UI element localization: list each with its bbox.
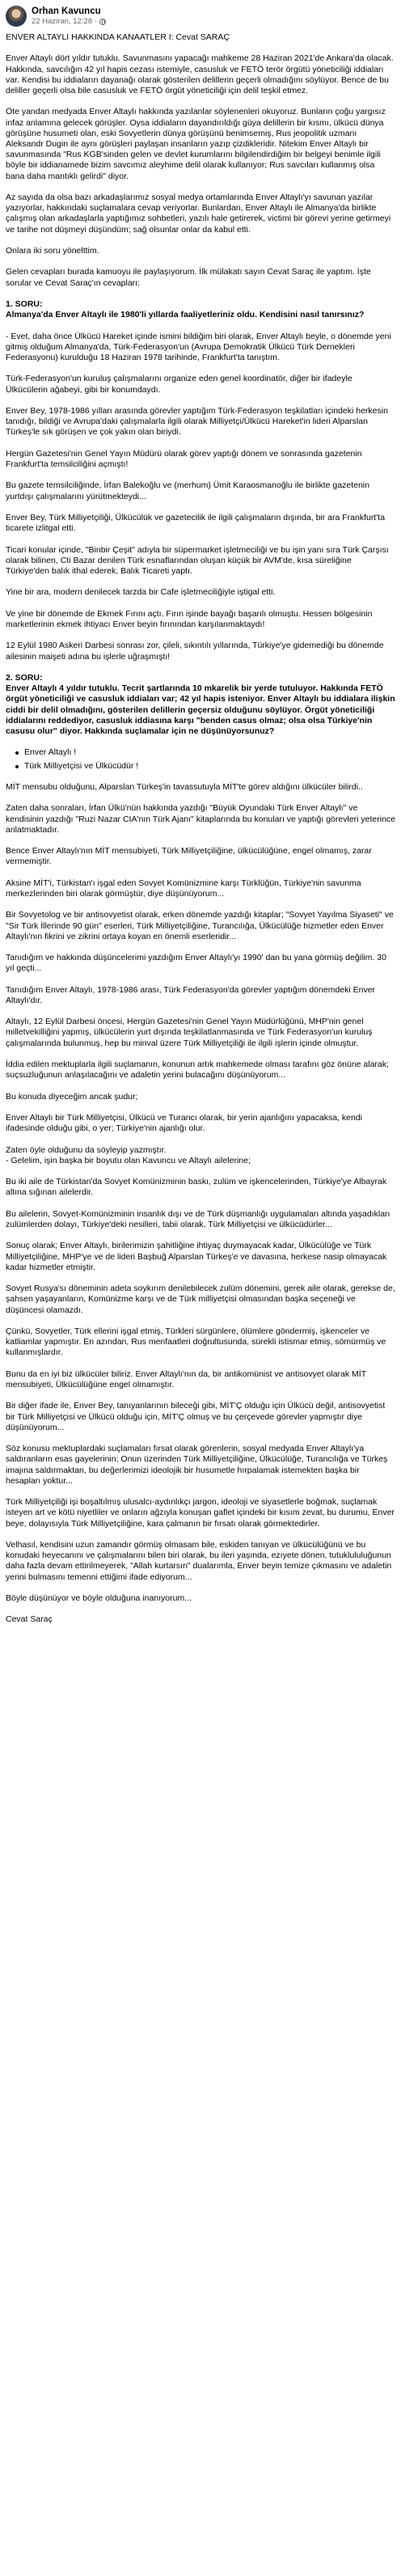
post-paragraph: Ticari konular içinde, "Binbir Çeşit" adıyla bir süpermarket işletmeciliği ve bu işin yanı sıra Türk Çarşısı olarak bilinen, Cti Bazar denilen Türk esnaflarından oluşan küçük bir AVM'de, kısa süreliğine Türkiye'den balık ithal ederek, Balık Ticareti yaptı. xyxy=(6,544,389,576)
post-bullets xyxy=(6,747,395,771)
post-paragraph: 1. SORU: xyxy=(6,298,43,309)
post-paragraph: 12 Eylül 1980 Askeri Darbesi sonrası zor, çileli, sıkıntılı yıllarında, Türkiye'ye gidemediği bu dönemde ailesinin maişeti adına bu işlerle uğraşmıştı! xyxy=(6,641,384,662)
post-paragraph: Ve yine bir dönemde de Ekmek Fırını açtı. Fırın işinde bayağı başarılı olmuştu. Hessen bölgesinin marketlerinin ekmek ihtiyacı Enver beyin fırınından karşılanmaktaydı! xyxy=(6,608,373,629)
post-paragraph: Bir Sovyetolog ve bir antisovyetist olarak, erken dönemde yazdığı kitaplar; "Sovyet Yayılma Siyaseti" ve "Sir Türk İllerinde 90 gün" eserleri, Türk Milliyetçiliğine, Turancılığa, Ülkücülüğe hizmetler eden Enver Altaylı'nın fikrini ve zikrini ortaya koyan en önemli eserleridir... xyxy=(6,910,394,941)
post-paragraph: Tanıdığım ve hakkında düşüncelerimi yazdığım Enver Altaylı'yı 1990' dan bu yana görmüş değilim. 30 yıl geçti... xyxy=(6,953,386,974)
post-paragraph: Enver Bey, 1978-1986 yılları arasında görevler yaptığım Türk-Federasyon teşkilatları içindeki herkesin tanıdığı, bildiği ve Avrupa'daki çalışmalarla ilgili olarak Milliyetçi/Ülkücü Hareket'in lideri Alparslan Türkeş'le sık görüşen ve çok yakın olan biriydi. xyxy=(6,405,388,438)
post-paragraph: Bunu da en iyi biz ülkücüler biliriz. Enver Altaylı'nın da, bir antikomünist ve antisovyet olarak MİT mensubiyeti, Ülkücülüğüne engel olmamıştır. xyxy=(6,1368,366,1390)
post-paragraph: Bu iki aile de Türkistan'da Sovyet Komünizminin baskı, zulüm ve işkencelerinden, Türkiye'ye Albayrak altına sığınan ailelerdir. xyxy=(6,1177,387,1198)
post-header xyxy=(6,5,395,27)
post-paragraph: Almanya'da Enver Altaylı ile 1980'li yıllarda faaliyetleriniz oldu. Kendisini nasıl tanırsınız? xyxy=(6,310,365,320)
post-paragraph: Yine bir ara, modern denilecek tarzda bir Cafe işletmeciliğiyle iştigal etti. xyxy=(6,587,276,598)
post-timestamp[interactable]: 22 Haziran, 12:28 xyxy=(32,17,92,26)
post-paragraph: - Evet, daha önce Ülkücü Hareket içinde ismini bildiğim biri olarak, Enver Altaylı beyle, o dönemde yeni gitmiş olduğum Almanya'da, Türk-Federasyon'un (Avrupa Demokratik Ülkücü Türk Dernekleri Federasyonu) kurulduğu 18 Haziran 1978 tarihinde, Frankfurt'ta tanıştım. xyxy=(6,331,391,362)
separator-dot: · xyxy=(95,17,98,26)
post-paragraph: Çünkü, Sovyetler, Türk ellerini işgal etmiş, Türkleri sürgünlere, ölümlere göndermiş, işkenceler ve katliamlar yapmıştır. En azından, Rus menfaatleri doğrultusunda, sürekli istismar etmiş, sömürmüş ve kullanmışlardır. xyxy=(6,1326,386,1358)
post-paragraph: Enver Altaylı bir Türk Milliyetçisi, Ülkücü ve Turancı olarak, bir yerin ajanlığını yapacaksa, kendi ifadesinde olduğu gibi, o yer; Türkiye'nin ajanlığı olur. xyxy=(6,1113,362,1134)
post-paragraph: Türk-Federasyon'un kuruluş çalışmalarını organize eden genel koordinatör, diğer bir ifadeyle Ülkücülerin ağabeyi, gibi bir konumdaydı. xyxy=(6,374,352,395)
post-paragraph: Türk Milliyetçiliği işi boşaltılmış ulusalcı-aydınlıkçı jargon, ideoloji ve siyasetlerle boğmak, suçlamak isteyen art ve kötü niyetliler ve onların ağzıyla konuşan gaflet içindeki bir kısım zevat, bu durumu, Enver beye, dolayısıyla Türk Milliyetçiliğine, kara çalmanın bir fırsatı olarak görmektedirler. xyxy=(6,1497,395,1529)
bullet-dot-icon xyxy=(15,765,19,768)
time-row xyxy=(32,17,106,27)
post-paragraph: Sovyet Rusya'sı döneminin adeta soykırım denilebilecek zulüm dönemini, gerek aile olarak, gerekse de, şahsen yaşayanların, Komünizme karşı ve de Türk milliyetçisi olmasından başka seçeneği ve düşüncesi olamazdı. xyxy=(6,1284,395,1315)
post-paragraph: Cevat Saraç xyxy=(6,1614,53,1625)
post-paragraph: Az sayıda da olsa bazı arkadaşlarımız sosyal medya ortamlarında Enver Altaylı'yı savunan yazılar yazıyorlar, hakkındaki suçlamalara cevap veriyorlar. Bunlardan, Enver Altaylı ile Almanya'da birlikte çalışmış olan arkadaşlarla yaptığımız sohbetleri, yazılı hale getirerek, victimi bir görevi yerine getirmeyi ve tarihe not düşmeyi düşündüm; sağ olsunlar onlar da kabul etti. xyxy=(6,192,391,235)
post-paragraph: Aksine MİT'i, Türkistan'ı işgal eden Sovyet Komünizmine karşı Türklüğün, Türkiye'nin savunma merkezlerinden biri olarak görmüştür, diye düşünüyorum... xyxy=(6,878,361,899)
avatar[interactable] xyxy=(6,6,27,27)
bullet-item xyxy=(6,761,395,772)
post-paragraph: - Gelelim, işin başka bir boyutu olan Kavuncu ve Altaylı ailelerine; xyxy=(6,1155,251,1165)
post-paragraph: Onlara iki soru yönelttim. xyxy=(6,246,99,256)
post-paragraph: İddia edilen mektuplarla ilgili suçlamanın, konunun artık mahkemede olması tarafını göz önüne alarak; suçsuzluğunun anlaşılacağını ve adaletin yerini bulacağını düşünüyorum... xyxy=(6,1060,389,1081)
post-paragraph: Zaten öyle olduğunu da söyleyip yazmıştır. xyxy=(6,1144,167,1155)
post-paragraph: Enver Altaylı dört yıldır tutuklu. Savunmasını yapacağı mahkeme 28 Haziran 2021'de Ankara'da olacak. Hakkında, savcılığın 42 yıl hapis cezası istemiyle, casusluk ve FETÖ terör örgütü yöneticiliği iddiaları var. Kendisi bu iddiaların dayanağı olarak gösterilen delillerin geçerli olmadığını söylüyor. Bence de bu deliller geçerli olsa bile casusluk ve FETÖ örgüt yöneticiliği için delil teşkil etmez. xyxy=(6,53,394,95)
post-paragraph: Hergün Gazetesi'nin Genel Yayın Müdürü olarak görev yaptığı dönem ve sonrasında gazetenin Frankfurt'ta temsilciliğini açmıştı! xyxy=(6,448,362,469)
post-paragraph: Enver Altaylı 4 yıldır tutuklu. Tecrit şartlarında 10 mkarelik bir yerde tutuluyor. Hakkında FETÖ örgüt yöneticiliği ve casusluk iddiaları var; 42 yıl hapis isteniyor. Enver Altaylı bu iddialara ilişkin ciddi bir delil olmadığını, gösterilen delillerin geçersiz olduğunu söylüyor. Örgüt yöneticiliği iddialarını reddediyor, casusluk iddiasına karşı "benden casus olmaz; olsa olsa Türkiye'nin casusu olur" diyor. Hakkında suçlamalar için ne düşünüyorsunuz? xyxy=(6,683,395,736)
post-paragraph: ENVER ALTAYLI HAKKINDA KANAATLER I: Cevat SARAÇ xyxy=(6,32,230,42)
post-paragraph: Öte yandan medyada Enver Altaylı hakkında yazılanlar söylenenleri okuyoruz. Bunların çoğu yargısız infaz anlamına gelecek görüşler. Oysa iddiaların dayandırıldığı güya delillerin bir kısmı, ülkücü dünya görüşüne husumeti olan, eski Sovyetlerin dünya görüşünü benimsemiş, Rus jeopolitik uzmanı Aleksandr Dugin ile aynı görüşleri paylaşan insanların yazıp çizdikleridir. Nitekim Enver Altaylı bir savunmasında "Rus KGB'sinden gelen ve devlet kurumlarını bilgilendirdiğim bir belgeyi benimle ilgili böyle bir iddianamede bizim savcımız aleyhime delil olarak kullanıyor; Rus savcıları kullanmış olsa bana daha mantıklı gelirdi" diyor. xyxy=(6,107,386,181)
post-paragraph: Velhasıl, kendisini uzun zamandır görmüş olmasam bile, eskiden tanıyan ve ülkücülüğünü ve bu konudaki heyecanını ve çalışmalarını bilen biri olarak, bu ileri yaşında, ezıyete dönen, tutuklululuğunun daha fazla devam ettirilmeyerek, "Allah kurtarsın" dualarımla, Enver beyin temize çıkmasını ve adaletin yerini bulmasını temenni ettiğimi ifade ediyorum... xyxy=(6,1540,392,1582)
bullet-item xyxy=(6,747,395,758)
bullet-dot-icon xyxy=(15,751,19,755)
bullet-text: Türk Milliyetçisi ve Ülkücüdür ! xyxy=(24,760,139,771)
post-paragraphs-before xyxy=(6,32,395,737)
post-paragraph: Bu konuda diyeceğim ancak şudur; xyxy=(6,1091,138,1102)
post-paragraph: Söz konusu mektuplardaki suçlamaları fırsat olarak görenlerin, sosyal medyada Enver Altaylı'ya saldıranların esas gayelerinin; Onun üzerinden Türk Milliyetçiliğine, Ülkücülüğe, Turancılığa ve Türkeş imajına saldırmaktan, bu değerlerimizi ideolojik bir husumetle hırpalamak istemekten başka bir hesapları yoktur... xyxy=(6,1444,388,1486)
globe-icon[interactable] xyxy=(99,19,106,25)
bullet-text: Enver Altaylı ! xyxy=(24,747,77,758)
author-name[interactable]: Orhan Kavuncu xyxy=(32,6,101,16)
post-meta xyxy=(32,6,106,27)
post-paragraph: Enver Bey, Türk Milliyetçiliği, Ülkücülük ve gazetecilik ile ilgili çalışmaların dışında, bir ara Frankfurt'ta ticarete izlitgal etti. xyxy=(6,512,386,534)
post-paragraph: Böyle düşünüyor ve böyle olduğuna inanıyorum... xyxy=(6,1593,192,1604)
post-paragraph: Gelen cevapları burada kamuoyu ile paylaşıyorum. İlk mülakatı sayın Cevat Saraç ile yaptım. İşte sorular ve Cevat Saraç'ın cevapları: xyxy=(6,267,371,288)
post-paragraphs-after xyxy=(6,782,395,1626)
post-paragraph: Bir diğer ifade ile, Enver Bey, tanıyanlarının bileceği gibi, MİT'Ç olduğu için Ülkücü değil, antisovyetist bir Türk Milliyetçisi ve Ülkücü olduğu için, MİT'Ç olmuş ve bu çerçevede görevler yapmıştır diye düşünüyorum... xyxy=(6,1401,386,1432)
post-paragraph: Bu gazete temsilciliğinde, İrfan Balekoğlu ve (merhum) Ümit Karaosmanoğlu ile birlikte gazetenin yurtdışı çalışmalarını yürütmekteydi... xyxy=(6,480,369,501)
post-paragraph: Tanıdığım Enver Altaylı, 1978-1986 arası, Türk Federasyon'da görevler yaptığım dönemdeki Enver Altaylı'dır. xyxy=(6,984,376,1005)
post-paragraph: Sonuç olarak; Enver Altaylı, birilerimizin şahitliğine ihtiyaç duymayacak kadar, Ülkücülüğe ve Türk Milliyetçiliğine, MHP'ye ve de lideri Başbuğ Alparslan Türkeş'e ve davasına, herkese nasip olmayacak kadar hizmetler etmiştir. xyxy=(6,1241,387,1272)
post-paragraph: MİT mensubu olduğunu, Alparslan Türkeş'in tavassutuyla MİT'te görev aldığını ülkücüler bilirdi.. xyxy=(6,781,363,792)
post-paragraph: 2. SORU: xyxy=(6,672,43,683)
post-body xyxy=(6,32,395,1626)
post-paragraph: Altaylı, 12 Eylül Darbesi öncesi, Hergün Gazetesi'nin Genel Yayın Müdürlüğünü, MHP'nin genel milletvekilliğini yapmış, ülkücülerin yurt dışında teşkilatlanmasında ve Türk Federasyon'un kuruluş çalışmalarında bulunmuş, hep bu minval üzere Türk Milliyetçiliği ile ilgili işlerin içinde olmuştur. xyxy=(6,1017,373,1048)
post-paragraph: Bu ailelerin, Sovyet-Komünizminin insanlık dışı ve de Türk düşmanlığı uygulamaları altında yaşadıkları zulümlerden dolayı, Türkiye'deki nesilleri, tabii olarak, Türk Milliyetçisi ve ülkücüdürler... xyxy=(6,1208,390,1230)
post-paragraph: Bence Enver Altaylı'nın MİT mensubiyeti, Türk Milliyetçiliğine, ülkücülüğüne, engel olmamış, zarar vermemiştir. xyxy=(6,846,372,867)
post-paragraph: Zaten daha sonraları, İrfan Ülkü'nün hakkında yazdığı "Büyük Oyundaki Türk Enver Altaylı" ve kendisinin yazdığı "Ruzi Nazar CIA'nın Türk Ajanı" kitaplarında bu konuları ve yaptığı görevleri yeterince anlatmaktadır. xyxy=(6,803,396,835)
